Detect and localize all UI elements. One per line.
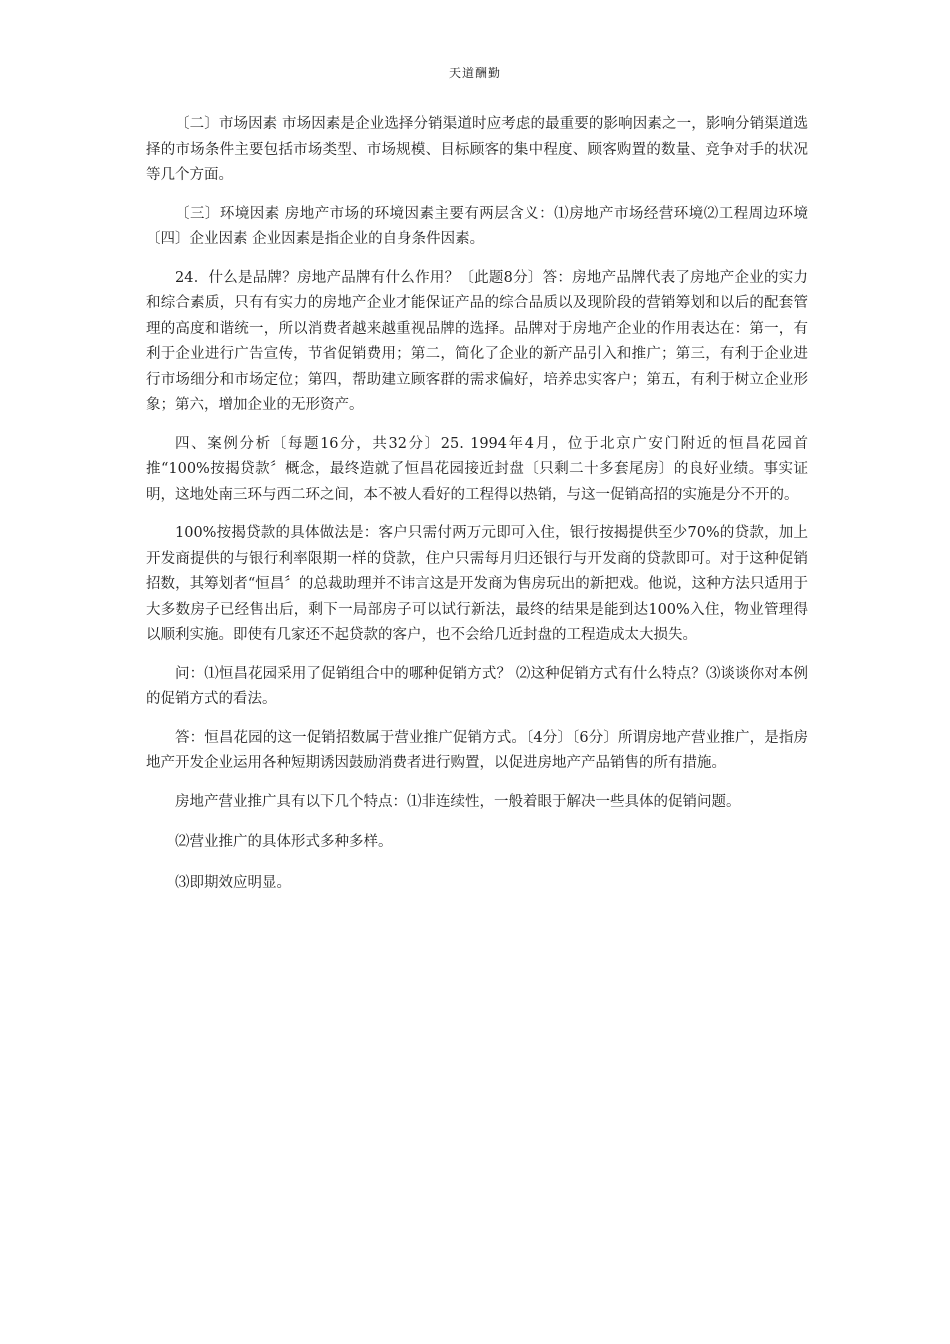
paragraph-feature-3: ⑶即期效应明显。 — [175, 874, 291, 891]
paragraph-features-intro: 房地产营业推广具有以下几个特点：⑴非连续性，一般着眼于解决一些具体的促销问题。 — [175, 793, 741, 810]
paragraph-questions: 问：⑴恒昌花园采用了促销组合中的哪种促销方式？ ⑵这种促销方式有什么特点？⑶谈谈你对本例的促销方式的看法。 — [146, 665, 808, 707]
paragraph-case-analysis: 四、案例分析〔每题16分，共32分〕25. 1994年4月，位于北京广安门附近的恒昌花园首推“100%按揭贷款〞概念，最终造就了恒昌花园接近封盘〔只剩二十多套尾房〕的良好业绩。事实证明，这地处南三环与西二环之间，本不被人看好的工程得以热销，与这一促销高招的实施是分不开的。 — [146, 435, 808, 503]
page-header: 天道酬勤 — [448, 66, 501, 80]
paragraph-feature-2: ⑵营业推广的具体形式多种多样。 — [175, 834, 393, 850]
paragraph-market-factors: 〔二〕市场因素 市场因素是企业选择分销渠道时应考虑的最重要的影响因素之一，影响分销渠道选择的市场条件主要包括市场类型、市场规模、目标顾客的集中程度、顾客购置的数量、竞争对手的状况等几个方面。 — [146, 116, 808, 183]
paragraph-mortgage-method: 100%按揭贷款的具体做法是：客户只需付两万元即可入住，银行按揭提供至少70%的贷款，加上开发商提供的与银行利率限期一样的贷款，住户只需每月归还银行与开发商的贷款即可。对于这种促销招数，其筹划者“恒昌〞的总裁助理并不讳言这是开发商为售房玩出的新把戏。他说，这种方法只适用于大多数房子已经售出后，剩下一局部房子可以试行新法，最终的结果是能到达100%入住，物业管理得以顺利实施。即使有几家还不起贷款的客户，也不会给几近封盘的工程造成太大损失。 — [146, 525, 808, 643]
document-body — [146, 112, 808, 896]
paragraph-answer: 答：恒昌花园的这一促销招数属于营业推广促销方式。〔4分〕〔6分〕所谓房地产营业推广，是指房地产开发企业运用各种短期诱因鼓励消费者进行购置，以促进房地产产品销售的所有措施。 — [146, 729, 808, 771]
paragraph-environment-factors: 〔三〕环境因素 房地产市场的环境因素主要有两层含义：⑴房地产市场经营环境⑵工程周边环境 〔四〕企业因素 企业因素是指企业的自身条件因素。 — [146, 205, 808, 247]
paragraph-question-24-brand: 24．什么是品牌？房地产品牌有什么作用？〔此题8分〕答：房地产品牌代表了房地产企业的实力和综合素质，只有有实力的房地产企业才能保证产品的综合品质以及现阶段的营销筹划和以后的配套管理的高度和谐统一，所以消费者越来越重视品牌的选择。品牌对于房地产企业的作用表达在：第一，有利于企业进行广告宣传，节省促销费用；第二，简化了企业的新产品引入和推广；第三，有利于企业进行市场细分和市场定位；第四，帮助建立顾客群的需求偏好，培养忠实客户；第五，有利于树立企业形象；第六，增加企业的无形资产。 — [146, 269, 808, 413]
